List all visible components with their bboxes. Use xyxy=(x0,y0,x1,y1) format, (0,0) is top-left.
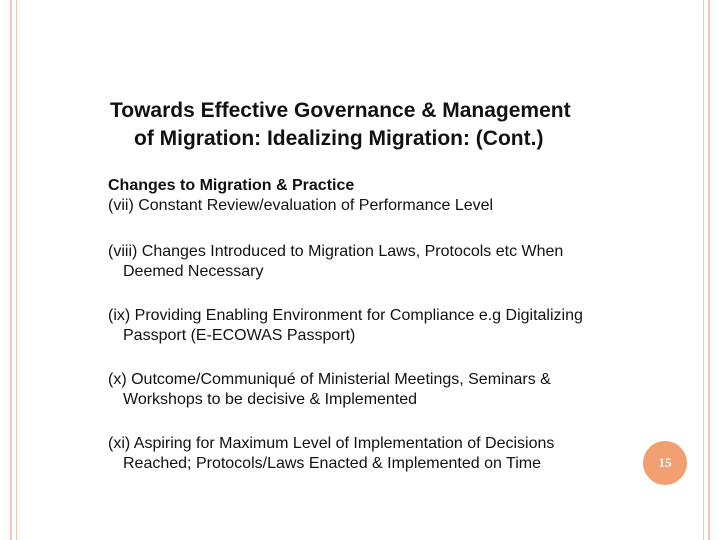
slide-title-line-2: of Migration: Idealizing Migration: (Cont.) xyxy=(134,127,544,150)
slide-title xyxy=(110,97,670,153)
list-item-text: (x) Outcome/Communiqué of Ministerial Meetings, Seminars & xyxy=(108,371,551,388)
slide-title-line-1: Towards Effective Governance & Management xyxy=(110,99,571,122)
list-item-text: (ix) Providing Enabling Environment for Compliance e.g Digitalizing xyxy=(108,307,583,324)
list-item xyxy=(108,434,668,474)
section-subheading: Changes to Migration & Practice xyxy=(108,177,355,194)
list-item-text-continued: Reached; Protocols/Laws Enacted & Implemented on Time xyxy=(123,455,541,472)
list-item xyxy=(108,196,668,216)
list-item-text: (xi) Aspiring for Maximum Level of Implementation of Decisions xyxy=(108,435,555,452)
list-item-text-continued: Workshops to be decisive & Implemented xyxy=(123,391,418,408)
page-number: 15 xyxy=(658,455,672,470)
list-item-text-continued: Passport (E-ECOWAS Passport) xyxy=(123,327,356,344)
list-item-text: (vii) Constant Review/evaluation of Performance Level xyxy=(108,197,494,214)
list-item-text-continued: Deemed Necessary xyxy=(123,263,264,280)
slide-body xyxy=(108,176,668,498)
list-item xyxy=(108,242,668,282)
list-item xyxy=(108,370,668,410)
page-number-badge xyxy=(643,441,687,485)
list-item-text: (viii) Changes Introduced to Migration Laws, Protocols etc When xyxy=(108,243,564,260)
list-item xyxy=(108,306,668,346)
